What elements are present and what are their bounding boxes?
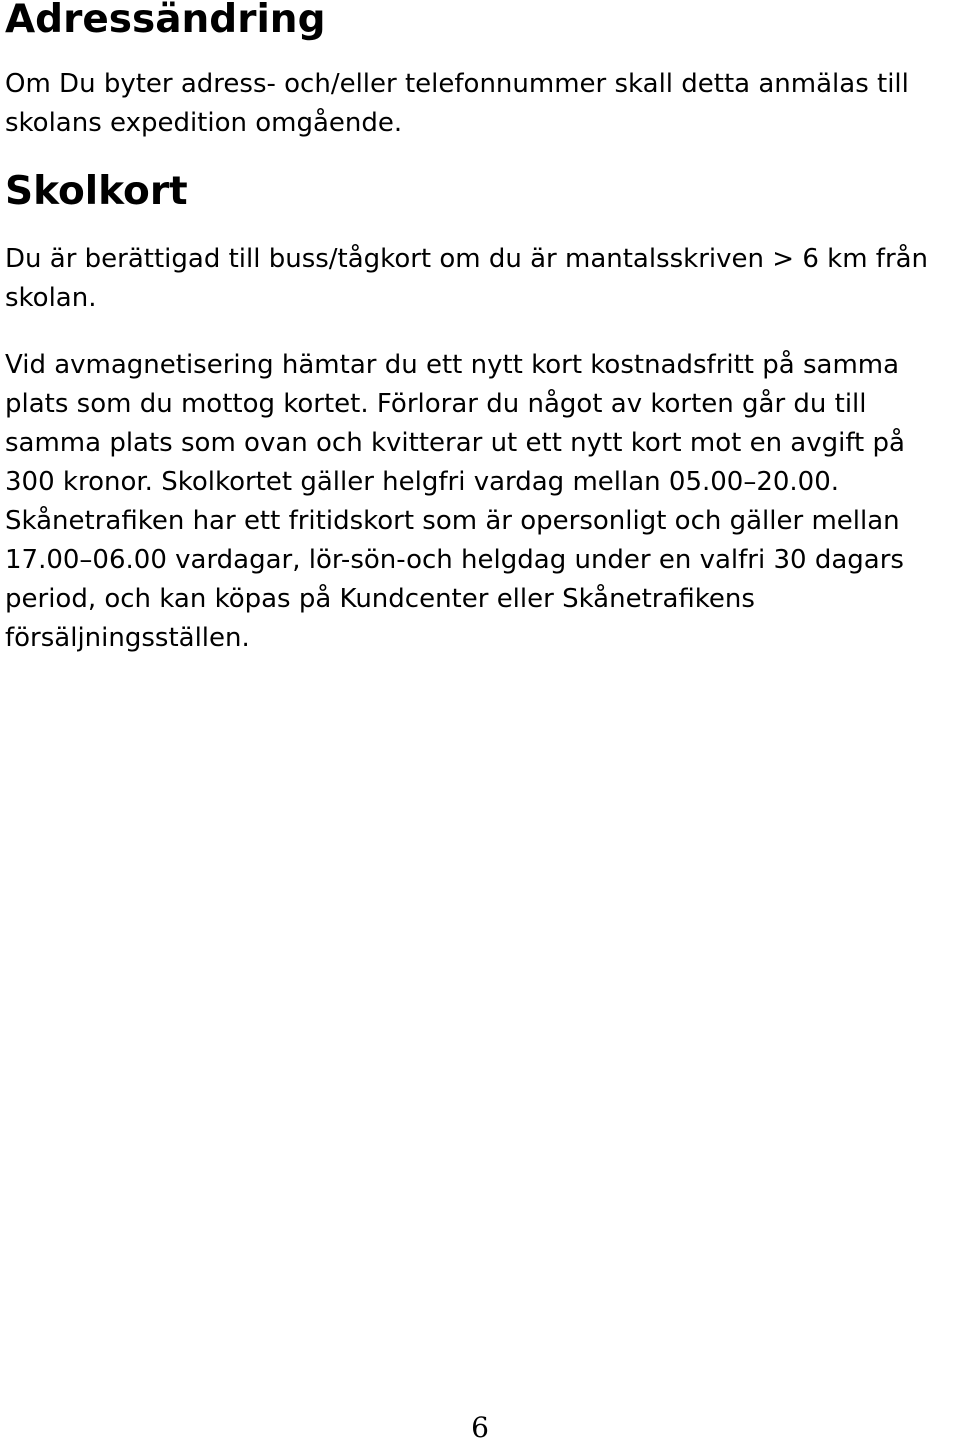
section-heading-school-card: Skolkort <box>5 169 188 214</box>
school-card-details-paragraph: Vid avmagnetisering hämtar du ett nytt kort kostnadsfritt på samma plats som du mottog kortet. Förlorar du något av korten går du till samma plats som ovan och kvitterar ut ett nytt kort mot en avgift på 300 kronor. Skolkortet gäller helgfri vardag mellan 05.00–20.00. Skånetrafiken har ett fritidskort som är opersonligt och gäller mellan 17.00–06.00 vardagar, lör-sön-och helgdag under en valfri 30 dagars period, och kan köpas på Kundcenter eller Skånetrafikens försäljningsställen. <box>5 350 905 653</box>
school-card-eligibility-paragraph: Du är berättigad till buss/tågkort om du är mantalsskriven > 6 km från skolan. <box>5 244 929 313</box>
page-number: 6 <box>471 1411 489 1444</box>
address-change-paragraph: Om Du byter adress- och/eller telefonnummer skall detta anmälas till skolans expedition omgående. <box>5 69 909 138</box>
section-heading-address-change: Adressändring <box>5 0 326 42</box>
